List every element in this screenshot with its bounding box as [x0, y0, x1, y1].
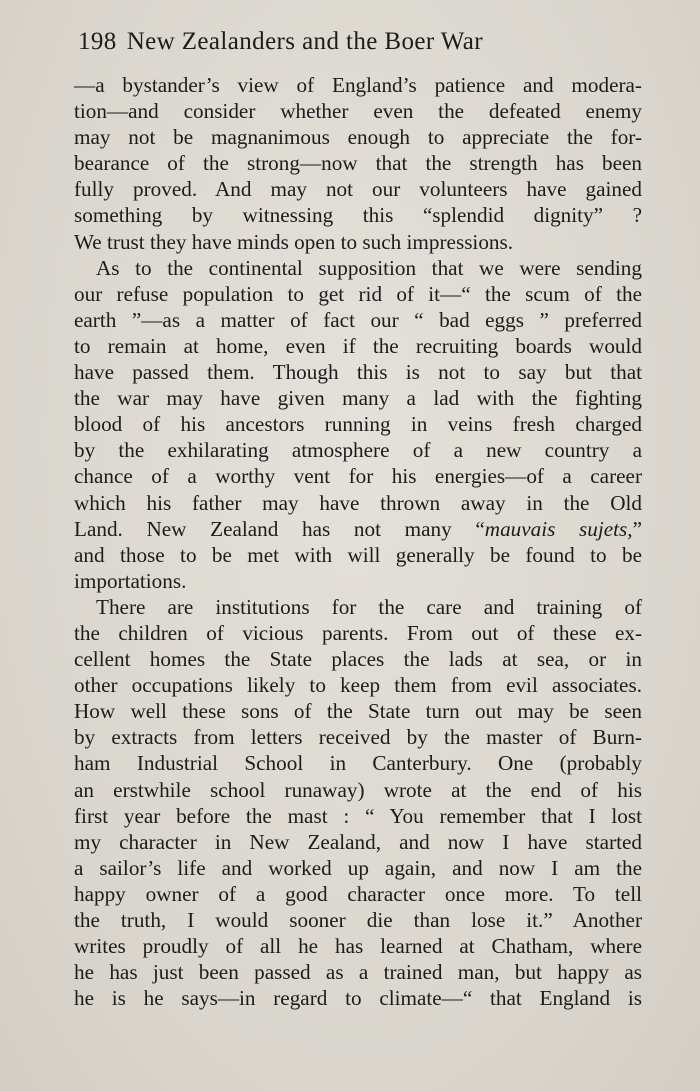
text-line: importations.: [74, 568, 187, 593]
text-line: As to the continental supposition that we were sending: [96, 255, 642, 280]
text-line: How well these sons of the State turn out may be seen: [74, 699, 642, 724]
text-line: bearance of the strong—now that the strength has been: [74, 151, 642, 176]
text-line: by the exhilarating atmosphere of a new country a: [74, 438, 642, 463]
text-line: by extracts from letters received by the master of Burn-: [74, 725, 642, 750]
page-number: 198: [78, 28, 117, 55]
text-line: the truth, I would sooner die than lose it.” Another: [74, 908, 642, 932]
text-line: he has just been passed as a trained man, but happy as: [74, 960, 642, 985]
text-line: There are institutions for the care and training of: [96, 594, 642, 619]
text-line: may not be magnanimous enough to appreciate the for-: [74, 125, 642, 150]
text-line: and those to be met with will generally be found to be: [74, 542, 642, 567]
text-line: Land. New Zealand has not many “mauvais sujets,”: [74, 516, 642, 541]
text-line: We trust they have minds open to such impressions.: [74, 229, 514, 254]
text-line: something by witnessing this “splendid dignity” ?: [74, 203, 642, 228]
text-line: fully proved. And may not our volunteers have gained: [74, 177, 642, 202]
text-line: happy owner of a good character once more. To tell: [74, 881, 642, 906]
text-line: blood of his ancestors running in veins fresh charged: [74, 412, 642, 437]
page-header: [78, 28, 618, 56]
text-line: to remain at home, even if the recruiting boards would: [74, 333, 642, 358]
text-line: chance of a worthy vent for his energies—of a career: [74, 464, 642, 489]
text-line: cellent homes the State places the lads at sea, or in: [74, 647, 642, 672]
text-line: a sailor’s life and worked up again, and now I am the: [74, 855, 642, 880]
text-line: writes proudly of all he has learned at Chatham, where: [74, 934, 642, 959]
text-line: which his father may have thrown away in the Old: [74, 490, 642, 515]
text-line: the war may have given many a lad with the fighting: [74, 386, 642, 411]
text-line: ham Industrial School in Canterbury. One (probably: [74, 751, 642, 776]
text-line: our refuse population to get rid of it—“ the scum of the: [74, 281, 642, 306]
text-line: my character in New Zealand, and now I have started: [74, 829, 642, 854]
text-line: earth ”—as a matter of fact our “ bad eggs ” preferred: [74, 307, 642, 332]
running-title: New Zealanders and the Boer War: [126, 28, 484, 55]
text-line: have passed them. Though this is not to say but that: [74, 360, 642, 385]
text-line: the children of vicious parents. From out of these ex-: [74, 620, 642, 645]
text-line: tion—and consider whether even the defeated enemy: [74, 99, 642, 124]
text-line: he is he says—in regard to climate—“ that England is: [74, 986, 642, 1011]
text-line: first year before the mast : “ You remember that I lost: [74, 803, 642, 828]
text-line: —a bystander’s view of England’s patience and modera-: [74, 73, 642, 97]
text-line: an erstwhile school runaway) wrote at the end of his: [74, 777, 642, 802]
text-line: other occupations likely to keep them from evil associates.: [74, 673, 642, 698]
body-text: [74, 72, 642, 1011]
